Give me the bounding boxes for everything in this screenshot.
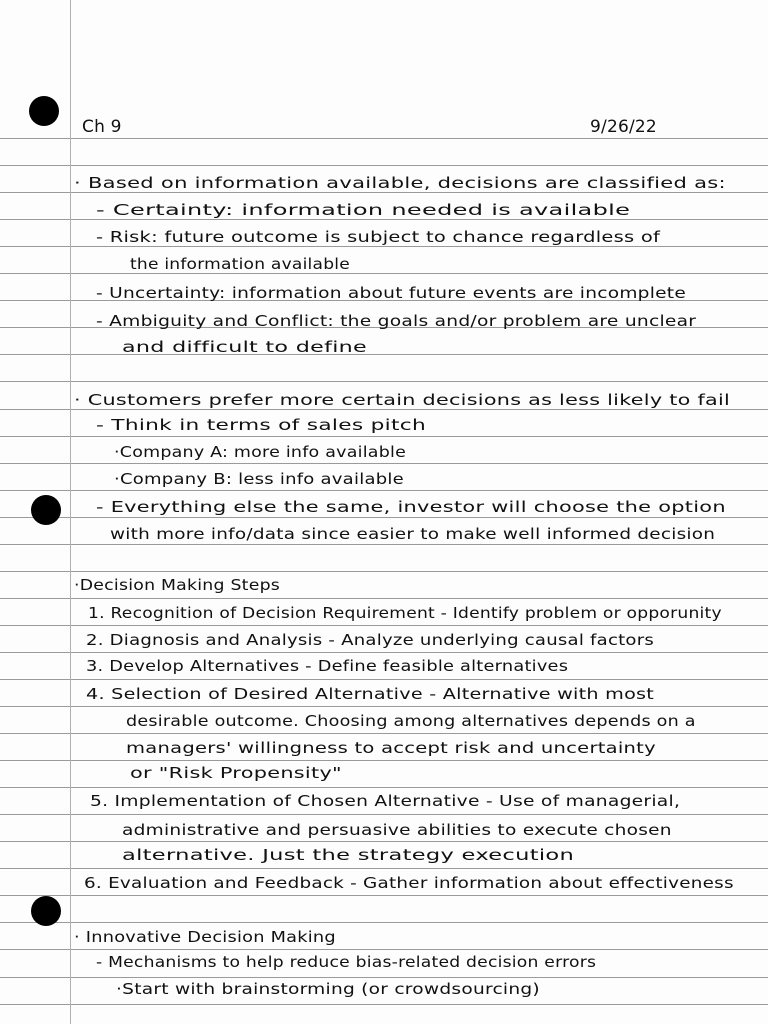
ruled-line [0, 977, 768, 978]
steps-heading: ·Decision Making Steps [74, 576, 281, 594]
ruled-line [0, 760, 768, 761]
ruled-line [0, 949, 768, 950]
ruled-line [0, 490, 768, 491]
chapter-label: Ch 9 [82, 117, 122, 137]
ruled-line [0, 895, 768, 896]
ruled-line [0, 517, 768, 518]
ruled-line [0, 219, 768, 220]
binder-hole-top [29, 96, 59, 126]
investor-line-1: - Everything else the same, investor will choose the option [96, 498, 726, 516]
innovative-heading: · Innovative Decision Making [74, 928, 336, 946]
risk-line-2: the information available [130, 255, 350, 273]
investor-line-2: with more info/data since easier to make well informed decision [110, 525, 716, 543]
step-4-line-2: desirable outcome. Choosing among alternatives depends on a [126, 712, 696, 730]
ruled-line [0, 652, 768, 653]
ruled-line [0, 787, 768, 788]
step-4-line-4: or "Risk Propensity" [130, 764, 342, 782]
uncertainty-line: - Uncertainty: information about future events are incomplete [96, 284, 687, 302]
ruled-line [0, 922, 768, 923]
date-label: 9/26/22 [590, 117, 657, 137]
ruled-line [0, 841, 768, 842]
ruled-line [0, 354, 768, 355]
ruled-line [0, 138, 768, 139]
ambiguity-line-2: and difficult to define [122, 338, 368, 356]
binder-hole-middle [31, 495, 61, 525]
certainty-line: - Certainty: information needed is available [96, 201, 631, 219]
step-5-line-2: administrative and persuasive abilities to execute chosen [122, 821, 672, 839]
customers-heading: · Customers prefer more certain decisions as less likely to fail [74, 391, 731, 409]
ruled-line [0, 436, 768, 437]
ruled-line [0, 192, 768, 193]
step-4-line-1: 4. Selection of Desired Alternative - Alternative with most [86, 685, 655, 703]
step-1-line: 1. Recognition of Decision Requirement - Identify problem or opporunity [88, 604, 722, 622]
company-a-line: ·Company A: more info available [114, 443, 407, 461]
ruled-line [0, 625, 768, 626]
decisions-heading: · Based on information available, decisions are classified as: [74, 174, 726, 192]
ruled-line [0, 868, 768, 869]
ruled-line [0, 679, 768, 680]
ruled-line [0, 165, 768, 166]
binder-hole-bottom [31, 896, 61, 926]
step-5-line-3: alternative. Just the strategy execution [122, 846, 575, 864]
step-3-line: 3. Develop Alternatives - Define feasible alternatives [86, 657, 569, 675]
ruled-line [0, 1004, 768, 1005]
ambiguity-line-1: - Ambiguity and Conflict: the goals and/or problem are unclear [96, 312, 697, 330]
mechanisms-line: - Mechanisms to help reduce bias-related decision errors [96, 953, 597, 971]
margin-line [70, 0, 71, 1024]
ruled-line [0, 409, 768, 410]
sales-pitch-line: - Think in terms of sales pitch [96, 416, 427, 434]
ruled-line [0, 598, 768, 599]
risk-line-1: - Risk: future outcome is subject to chance regardless of [96, 228, 661, 246]
company-b-line: ·Company B: less info available [114, 470, 404, 488]
ruled-line [0, 246, 768, 247]
brainstorm-line: ·Start with brainstorming (or crowdsourcing) [116, 980, 540, 998]
ruled-line [0, 814, 768, 815]
step-5-line-1: 5. Implementation of Chosen Alternative - Use of managerial, [90, 792, 681, 810]
ruled-line [0, 706, 768, 707]
ruled-line [0, 571, 768, 572]
ruled-line [0, 463, 768, 464]
step-6-line: 6. Evaluation and Feedback - Gather information about effectiveness [84, 874, 734, 892]
step-4-line-3: managers' willingness to accept risk and uncertainty [126, 739, 656, 757]
ruled-line [0, 273, 768, 274]
ruled-line [0, 381, 768, 382]
ruled-line [0, 544, 768, 545]
step-2-line: 2. Diagnosis and Analysis - Analyze underlying causal factors [86, 631, 655, 649]
ruled-line [0, 733, 768, 734]
